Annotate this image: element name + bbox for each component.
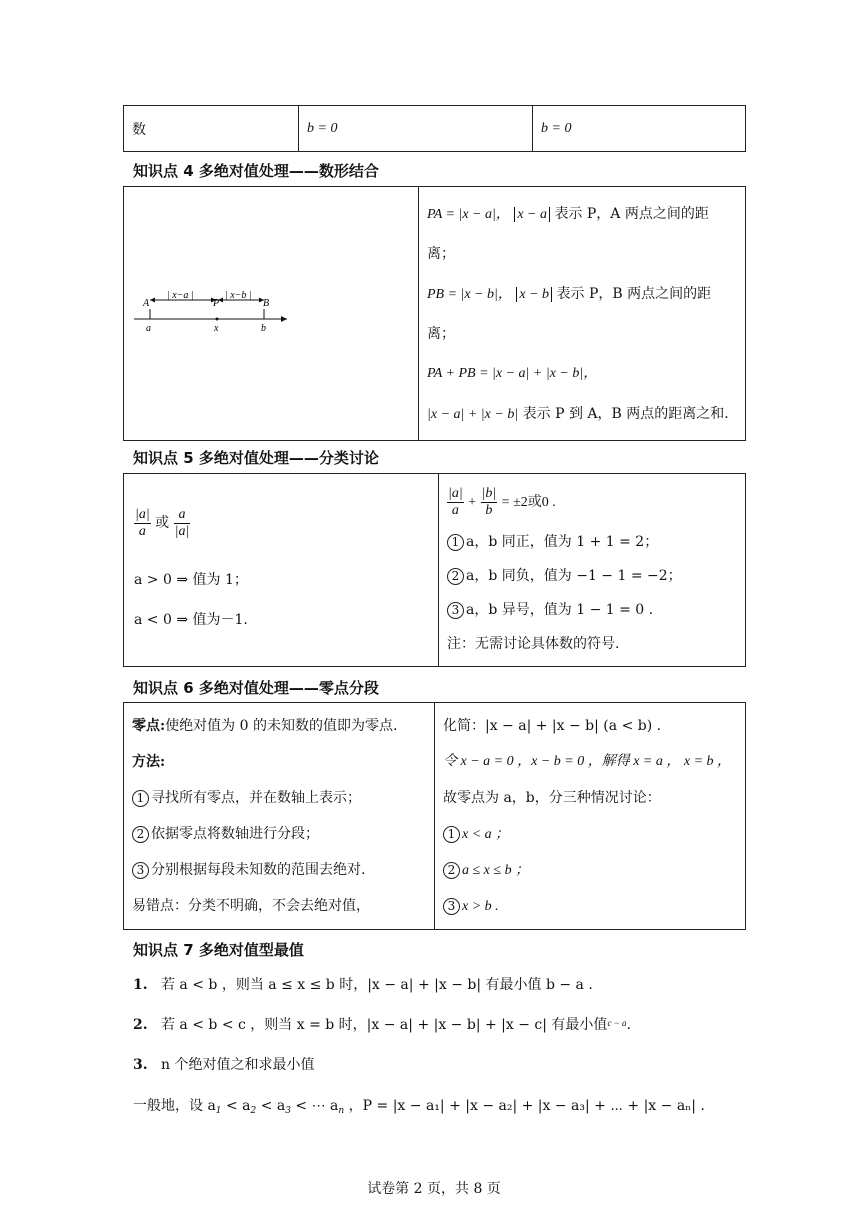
top-cell-3: b = 0 <box>533 106 746 152</box>
label-point-B: B <box>263 298 270 309</box>
kp4-line-1-cont: 离； <box>427 245 455 262</box>
tick-label-b: b <box>261 323 266 334</box>
label-x-minus-a: | x−a | <box>167 290 194 301</box>
kp5-case-2: 2 a，b 同负，值为 −1 − 1 = −2； <box>447 559 737 593</box>
section-title-4: 知识点 4 多绝对值处理——数形结合 <box>133 162 379 180</box>
tick-label-a: a <box>146 323 151 334</box>
pb-expr: PB = |x − b|， <box>427 286 512 302</box>
kp5-table <box>123 473 746 667</box>
kp4-table <box>123 186 746 441</box>
section-title-5: 知识点 5 多绝对值处理——分类讨论 <box>133 449 379 467</box>
simplify-line: 化简：|x − a| + |x − b| (a < b) . <box>443 718 662 734</box>
sum-expr: |x − a| + |x − b| <box>427 406 519 422</box>
kp6-left-cell <box>124 703 435 930</box>
kp4-left-cell <box>124 187 419 441</box>
label-point-A: A <box>143 298 150 309</box>
top-table <box>123 105 746 152</box>
method-1: 1 寻找所有零点，并在数轴上表示； <box>132 780 426 816</box>
kp5-right-cell <box>439 474 746 667</box>
kp5-fraction-line <box>134 500 428 546</box>
case-2: 2 a ≤ x ≤ b ； <box>443 852 737 888</box>
number-line-arrow <box>281 316 287 322</box>
head-result: = ±2或0 . <box>501 495 556 510</box>
solve-line: 令 x − a = 0 ，x − b = 0 ，解得 x = a ， x = b ， <box>443 754 732 769</box>
zero-def: 零点:使绝对值为 0 的未知数的值即为零点. <box>132 718 398 734</box>
kp4-line-2 <box>427 274 737 314</box>
kp7-general: 一般地，设 $a_1 < a_2 < a_3$ < ⋯ $a_n$ ，P = |x − a₁| + |x − a₂| + |x − a₃| + ⋯ + |x − aₙ| . <box>133 1098 705 1116</box>
or-word: 或 <box>155 515 170 531</box>
arrow-left <box>150 298 155 303</box>
mistake-note: 易错点：分类不明确，不会去绝对值， <box>132 898 370 914</box>
section-title-6: 知识点 6 多绝对值处理——零点分段 <box>133 679 379 697</box>
kp5-left-line-1: a > 0 ⇒ 值为 1； <box>134 572 248 588</box>
label-x-minus-b: | x−b | <box>225 290 252 301</box>
kp7-item-3: 3. n 个绝对值之和求最小值 <box>133 1057 315 1073</box>
tick-label-x: x <box>214 323 219 334</box>
kp5-left-cell <box>124 474 439 667</box>
case-3: 3 x > b . <box>443 888 737 924</box>
method-2: 2 依据零点将数轴进行分段； <box>132 816 426 852</box>
method-label: 方法: <box>132 754 166 770</box>
kp4-line-1 <box>427 194 737 234</box>
zero-points-line: 故零点为 a，b，分三种情况讨论： <box>443 790 661 806</box>
top-cell-1: 数 <box>124 106 299 152</box>
label-point-P: P <box>213 298 220 309</box>
frac-abs-a-over-a: $\frac{|a|}{a}$ <box>135 506 150 539</box>
kp5-case-1: 1 a，b 同正，值为 1 + 1 = 2； <box>447 525 737 559</box>
abs-x-minus-a: x − a <box>514 207 550 222</box>
kp4-line-3: PA + PB = |x − a| + |x − b|， <box>427 365 598 381</box>
method-3: 3 分别根据每段未知数的范围去绝对. <box>132 852 426 888</box>
case-1: 1 x < a ； <box>443 816 737 852</box>
kp7-item-2: 2. 若 a < b < c ，则当 x = b 时，|x − a| + |x − b| + |x − c| 有最小值$^{c - a}$. <box>133 1017 631 1033</box>
pb-desc: 表示 P，B 两点之间的距 <box>556 285 712 302</box>
kp5-left-line-2: a < 0 ⇒ 值为－1. <box>134 612 248 628</box>
kp5-head: $\frac{|a|}{a}$ + $\frac{|b|}{b}$ = ±2或0 . <box>448 485 556 518</box>
kp5-note: 注：无需讨论具体数的符号. <box>447 636 620 652</box>
kp4-line-4 <box>427 394 737 434</box>
top-cell-2: b = 0 <box>299 106 533 152</box>
section-title-7: 知识点 7 多绝对值型最值 <box>133 941 304 959</box>
kp4-line-2-cont: 离； <box>427 325 455 342</box>
frac-a-over-abs-a: $\frac{a}{|a|}$ <box>174 506 190 539</box>
pa-expr: PA = |x − a|， <box>427 206 510 222</box>
kp5-case-3: 3 a，b 异号，值为 1 − 1 = 0 . <box>447 593 737 627</box>
kp7-item-1: 1. 若 a < b ，则当 a ≤ x ≤ b 时，|x − a| + |x − b| 有最小值 b − a . <box>133 977 593 993</box>
page-footer: 试卷第 2 页，共 8 页 <box>367 1181 501 1197</box>
kp4-right-cell <box>419 187 746 441</box>
pa-desc: 表示 P，A 两点之间的距 <box>554 205 709 222</box>
kp6-table <box>123 702 746 930</box>
sum-desc: 表示 P 到 A，B 两点的距离之和. <box>522 405 729 422</box>
point-x-dot <box>216 318 219 321</box>
number-line-diagram <box>124 187 434 436</box>
kp6-right-cell <box>435 703 746 930</box>
abs-x-minus-b: x − b <box>516 287 552 302</box>
